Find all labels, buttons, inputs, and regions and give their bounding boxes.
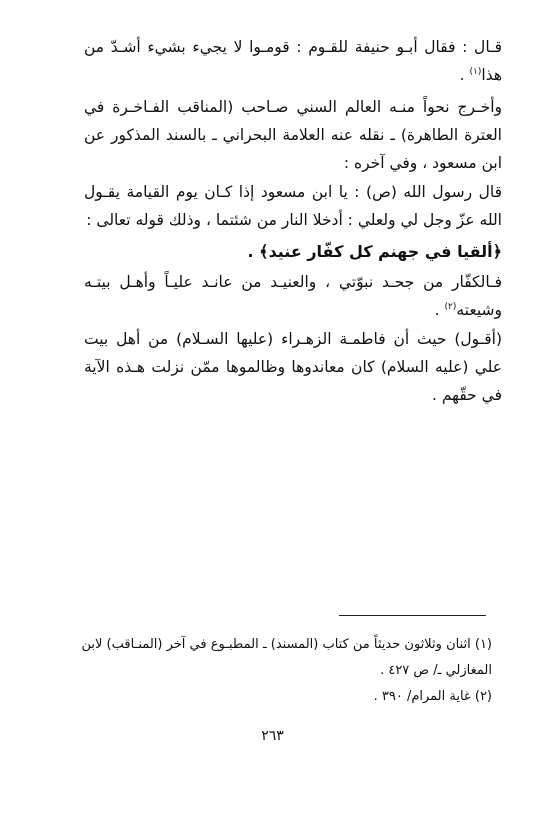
paragraph-text: فـالكفّار من جحـد نبوّتي ، والعنيـد من عانـد عليـاً وأهـل بيتـه وشيعته: [84, 273, 502, 319]
paragraph-tail: .: [434, 301, 445, 319]
paragraph-text: قـال : فقال أبـو حنيفة للقـوم : قومـوا لا يجيء بشيء أشـدّ من هذا: [84, 38, 502, 84]
paragraph-author-comment: (أقـول) حيث أن فاطمـة الزهـراء (عليها السـلام) من أهل بيت علي (عليه السلام) كان معاندوها وظالموها ممّن نزلت هـذه الآية في حقّهم .: [84, 330, 502, 404]
paragraph-abu-hanifa-quote: [84, 33, 502, 89]
paragraph-prophet-hadith: قال رسول الله (ص) : يا ابن مسعود إذا كـان يوم القيامة يقـول الله عزّ وجل لي ولعلي : أدخلا النار من شئتما ، وذلك قوله تعالى :: [84, 183, 502, 229]
footnotes-section: [80, 632, 492, 710]
footnote-2: (٢) غاية المرام/ ٣٩٠ .: [373, 689, 492, 704]
footnote-1-line-1: (١) اثنان وثلاثون حديثاً من كتاب (المسند) ـ المطبـوع في آخر (المنـاقب) لابن: [81, 637, 492, 652]
paragraph-kuffar-explanation: [84, 268, 502, 324]
page-number: ٢٦٣: [261, 728, 284, 744]
footnote-divider: [339, 615, 486, 616]
footnote-ref-2: (٢): [444, 301, 457, 312]
paragraph-quran-verse: ﴿ألقيا في جهنم كل كفّار عنيد﴾ .: [247, 242, 502, 261]
paragraph-manaqib-source: وأخـرج نحواً منـه العالم السني صـاحب (المناقب الفـاخـرة في العترة الطاهرة) ـ نقله عنه العلامة البحراني ـ بالسند المذكور عن ابن مسعود ، وفي آخره :: [84, 98, 502, 172]
paragraph-tail: .: [459, 66, 470, 84]
footnote-1-line-2: المغازلي ـ/ ص ٤٢٧ .: [380, 663, 492, 678]
footnote-ref-1: (١): [469, 66, 482, 77]
